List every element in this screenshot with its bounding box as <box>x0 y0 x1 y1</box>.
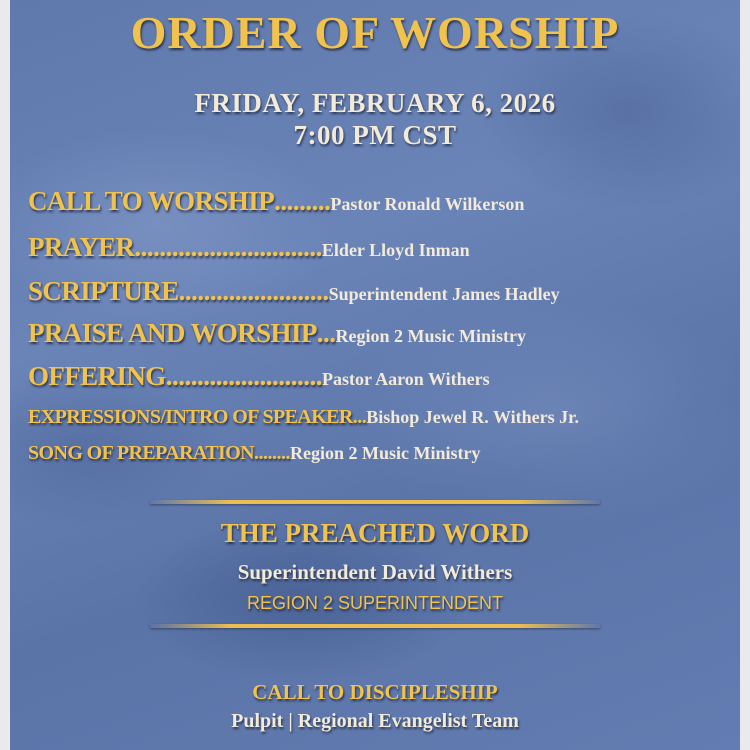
divider-bottom <box>150 624 600 628</box>
leader-dots: ... <box>316 318 336 348</box>
discipleship-team: Pulpit | Regional Evangelist Team <box>231 710 519 732</box>
program-item-person: Superintendent James Hadley <box>328 284 560 304</box>
leader-dots: ........................ <box>178 276 329 306</box>
program-item-person: Region 2 Music Ministry <box>335 326 527 346</box>
program-item-role: CALL TO WORSHIP <box>28 186 275 216</box>
program-item-prayer <box>28 232 470 263</box>
program-item-person: Elder Lloyd Inman <box>321 240 470 260</box>
program-item-role: EXPRESSIONS/INTRO OF SPEAKER <box>28 406 353 428</box>
leader-dots: ........ <box>254 442 291 464</box>
program-item-expressions-intro-of-speaker <box>28 406 579 429</box>
event-time: 7:00 PM CST <box>293 120 457 150</box>
preached-word-heading: THE PREACHED WORD <box>220 518 530 548</box>
leader-dots: ... <box>352 406 367 428</box>
divider-top <box>150 500 600 504</box>
leader-dots: ......... <box>274 186 331 216</box>
leader-dots: ......................... <box>165 361 322 391</box>
speaker-title: REGION 2 SUPERINTENDENT <box>246 593 504 613</box>
speaker-name: Superintendent David Withers <box>237 560 513 584</box>
program-item-role: PRAYER <box>28 232 135 262</box>
leader-dots: .............................. <box>134 232 322 262</box>
program-item-person: Pastor Aaron Withers <box>321 369 490 389</box>
program-item-song-of-preparation <box>28 442 481 465</box>
program-item-call-to-worship <box>28 186 524 217</box>
program-item-scripture <box>28 276 560 307</box>
program-item-role: OFFERING <box>28 361 166 391</box>
program-item-role: SCRIPTURE <box>28 276 179 306</box>
program-item-role: PRAISE AND WORSHIP <box>28 318 317 348</box>
discipleship-heading: CALL TO DISCIPLESHIP <box>252 680 498 704</box>
program-item-role: SONG OF PREPARATION <box>28 442 255 464</box>
page-title: ORDER OF WORSHIP <box>130 7 620 58</box>
program-item-person: Pastor Ronald Wilkerson <box>330 194 525 214</box>
program-item-person: Region 2 Music Ministry <box>290 443 481 463</box>
program-item-praise-and-worship <box>28 318 526 349</box>
program-item-offering <box>28 361 490 392</box>
worship-poster <box>10 0 740 750</box>
event-date: FRIDAY, FEBRUARY 6, 2026 <box>194 88 556 118</box>
program-item-person: Bishop Jewel R. Withers Jr. <box>366 407 579 427</box>
